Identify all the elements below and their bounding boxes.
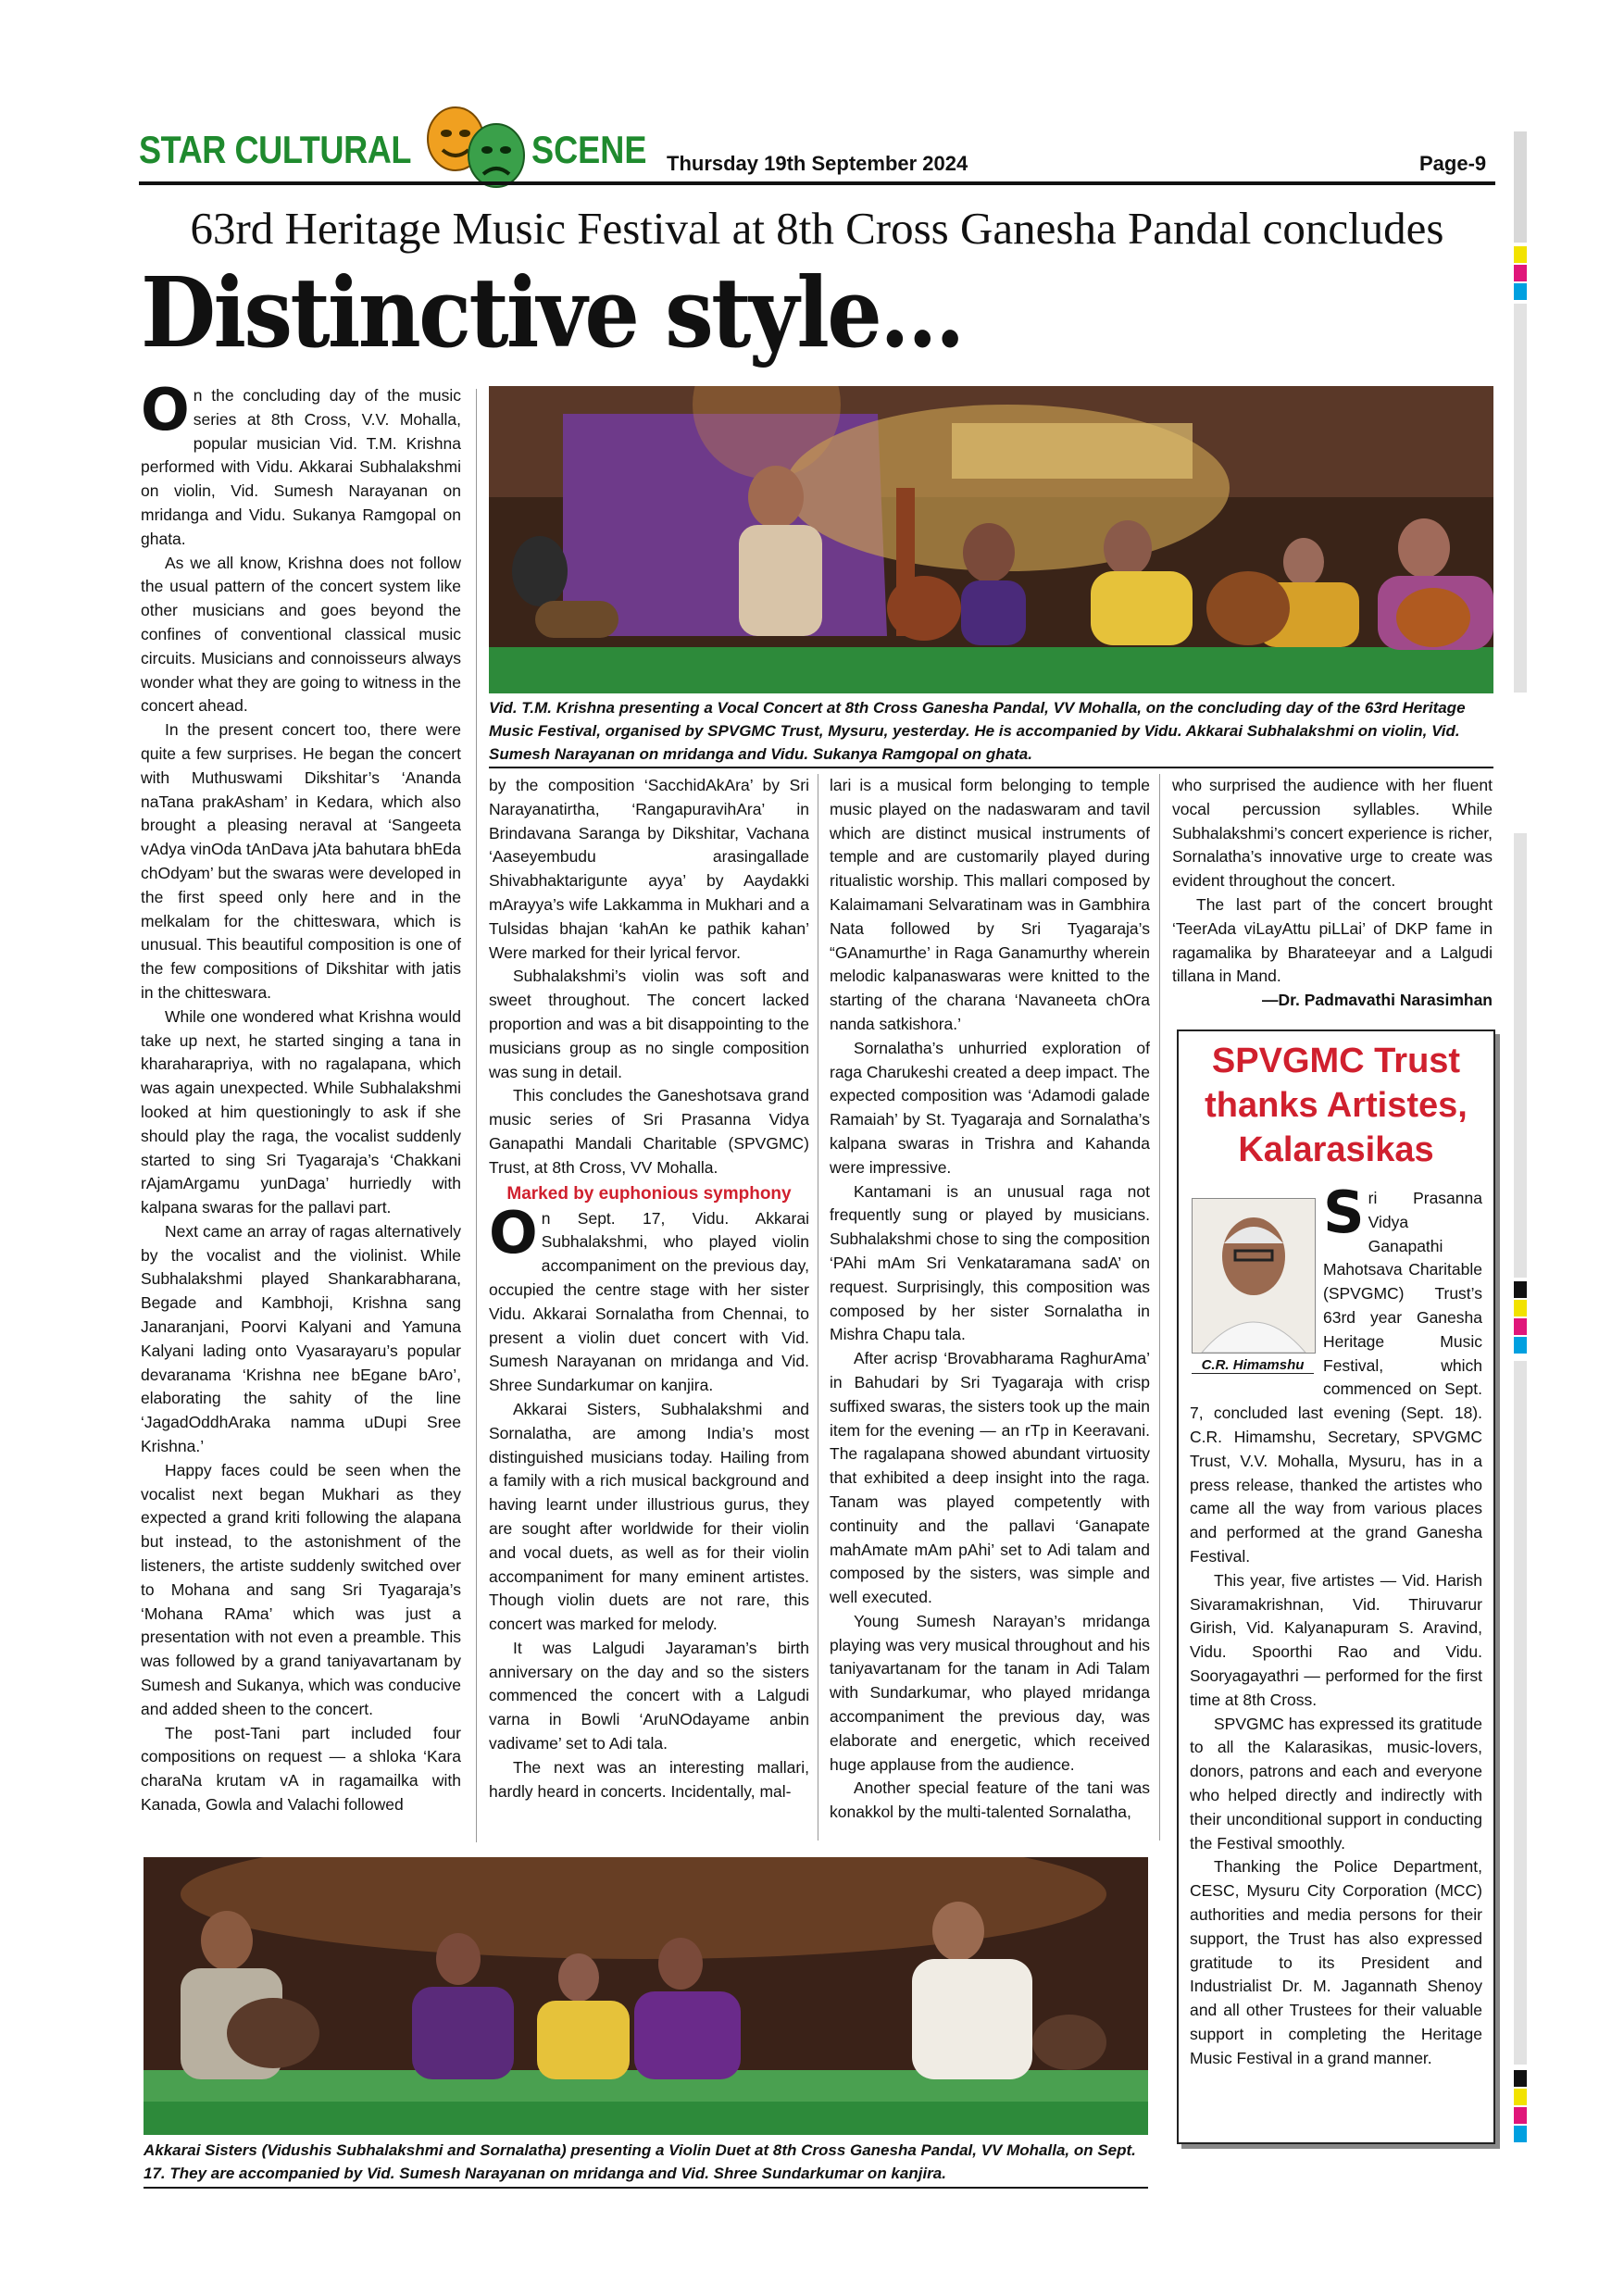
paragraph: Another special feature of the tani was konakkol by the multi-talented Sornalatha, — [830, 1778, 1150, 1822]
page-number: Page-9 — [1419, 152, 1487, 175]
sidebar-title: SPVGMC Trust thanks Artistes, Kalarasikas — [1205, 1042, 1468, 1169]
paragraph: SPVGMC has expressed its gratitude to all the Kalarasikas, music-lovers, donors, patrons and each and everyone who helped directly and indirectly with their unconditional support in conducting the Festival smoothly. — [1190, 1714, 1482, 1853]
registration-mark — [1514, 1300, 1527, 1316]
registration-strip — [1514, 833, 1527, 1278]
photo-caption: Vid. T.M. Krishna presenting a Vocal Concert at 8th Cross Ganesha Pandal, VV Mohalla, on the concluding day of the 63rd Heritage Music Festival, organised by SPVGMC Trust, Mysuru, yesterday. He is accompanied by Vidu. Akkarai Subhalakshmi on violin, Vid. Sumesh Narayanan on mridanga and Vidu. Sukanya Ramgopal on ghata. — [489, 699, 1466, 763]
registration-mark — [1514, 265, 1527, 281]
registration-mark — [1514, 283, 1527, 300]
photo-caption: Akkarai Sisters (Vidushis Subhalakshmi and Sornalatha) presenting a Violin Duet at 8th Cross Ganesha Pandal, VV Mohalla, on Sept. 17. They are accompanied by Vid. Sumesh Narayanan on mridanga and Vid. Shree Sundarkumar on kanjira. — [144, 2141, 1136, 2182]
registration-mark — [1514, 246, 1527, 263]
paragraph: Young Sumesh Narayan’s mridanga playing was very musical throughout and his taniyavartanam for the tanam in Adi Talam with Sundarkumar, who played mridanga accompaniment the previous day, was elaborate and energetic, which received huge applause from the audience. — [830, 1611, 1150, 1774]
paragraph: This year, five artistes — Vid. Harish Sivaramakrishnan, Vid. Thiruvarur Girish, Vid. Kalyanapuram S. Aravind, Vidu. Spoorthi Rao and Vidu. Sooryagayathri — performed for the first time at 8th Cross. — [1190, 1570, 1482, 1709]
masthead-title-left: STAR CULTURAL — [139, 128, 412, 171]
article-author: —Dr. Padmavathi Narasimhan — [1262, 991, 1493, 1010]
sidebar-text — [1190, 1179, 1482, 2070]
drop-cap: S — [1323, 1179, 1365, 1246]
registration-mark — [1514, 2107, 1527, 2124]
article-column-3 — [830, 774, 1150, 1825]
paragraph: Next came an array of ragas alternatively by the vocalist and the violinist. While Subhalakshmi played Shankarabharana, Begade and Kambhoji, Krishna sang Janaranjani, Poorvi Kalyani and Yamuna Kalyani lading onto Vyasarayaru’s popular devaranama ‘Krishna nee bEgane bAro’, elaborating the sahity of the line ‘JagadOddhAraka namma uDupi Sree Krishna.’ — [141, 1221, 461, 1456]
paragraph: Subhalakshmi’s violin was soft and sweet throughout. The concert lacked proportion and was a bit disappointing to the musicians group as no single composition was sung in detail. — [489, 967, 809, 1081]
paragraph: The next was an interesting mallari, hardly heard in concerts. Incidentally, mal- — [489, 1757, 809, 1801]
registration-strip — [1514, 1361, 1527, 2065]
paragraph: The post-Tani part included four compositions on request — a shloka ‘Kara charaNa krutam vA in ragamailka with Kanada, Gowla and Valachi followed — [141, 1723, 461, 1815]
paragraph: The last part of the concert brought ‘TeerAda viLayAttu piLLai’ of DKP fame in ragamalika by Bharateeyar and a Lalgudi tillana in Mand. — [1172, 894, 1493, 986]
registration-mark — [1514, 1337, 1527, 1354]
paragraph: ri Prasanna Vidya Ganapathi Mahotsava Charitable (SPVGMC) Trust’s 63rd year Ganesha Heritage Music Festival, which commenced on Sept. 7, concluded last evening (Sept. 18). C.R. Himamshu, Secretary, SPVGMC Trust, V.V. Mohalla, Mysuru, has in a press release, thanked the artistes who came all the way from various places and performed at the grand Ganesha Festival. — [1190, 1189, 1482, 1566]
paragraph: As we all know, Krishna does not follow the usual pattern of the concert system like other musicians and goes beyond the confines of conventional classical music circuits. Musicians and connoisseurs always wonder what they are going to witness in the concert ahead. — [141, 553, 461, 716]
portrait-spacer — [1190, 1187, 1323, 1389]
paragraph: This concludes the Ganeshotsava grand music series of Sri Prasanna Vidya Ganapathi Mandali Charitable (SPVGMC) Trust, at 8th Cross, VV Mohalla. — [489, 1086, 809, 1177]
registration-mark — [1514, 1318, 1527, 1335]
portrait-caption: C.R. Himamshu — [1192, 1357, 1314, 1374]
caption-rule — [489, 767, 1493, 768]
article-column-1 — [141, 376, 461, 1817]
article-column-2 — [489, 774, 809, 1803]
paragraph: Kantamani is an unusual raga not frequently sung or played by musicians. Subhalakshmi chose to sing the composition ‘PAhi mAm Sri Venkataramana sadA’ on request. Surprisingly, this composition was composed by her sister Sornalatha in Mishra Chapu tala. — [830, 1181, 1150, 1344]
photo-vocal-concert — [489, 386, 1493, 693]
paragraph: who surprised the audience with her fluent vocal percussion syllables. While Subhalakshmi’s concert experience is richer, Sornalatha’s innovative urge to create was evident throughout the concert. — [1172, 776, 1493, 891]
caption-rule — [144, 2187, 1148, 2189]
column-rule — [1159, 774, 1160, 1841]
masthead-title-right: SCENE — [531, 128, 647, 171]
drop-cap: O — [141, 376, 190, 443]
article-kicker: 63rd Heritage Music Festival at 8th Cross Ganesha Pandal concludes — [190, 203, 1444, 254]
column-rule — [476, 389, 477, 1842]
paragraph: n the concluding day of the music series at 8th Cross, V.V. Mohalla, popular musician Vid. T.M. Krishna performed with Vidu. Akkarai Subhalakshmi on violin, Vid. Sumesh Narayanan on mridanga and Vidu. Sukanya Ramgopal on ghata. — [141, 386, 461, 548]
registration-mark — [1514, 2126, 1527, 2142]
drop-cap: O — [489, 1198, 538, 1267]
article-column-4 — [1172, 774, 1493, 1013]
registration-strip — [1514, 304, 1527, 693]
paragraph: n Sept. 17, Vidu. Akkarai Subhalakshmi, who played violin accompaniment on the previous day, occupied the centre stage with her sister Vidu. Akkarai Sornalatha from Chennai, to present a violin duet concert with Vid. Sumesh Narayanan on mridanga and Vid. Shree Sundarkumar on kanjira. — [489, 1208, 809, 1395]
paragraph: While one wondered what Krishna would take up next, he started singing a tana in kharaharapriya, with no ragalapana, which was again unexpected. While Subhalakshmi looked at him questioningly to ask if she should play the raga, the vocalist suddenly started to sing Sri Tyagaraja’s ‘Chakkani rAjamArgamu yunDaga’ hurriedly with kalpana swaras for the pallavi part. — [141, 1006, 461, 1217]
article-headline: Distinctive style... — [141, 256, 963, 369]
registration-mark — [1514, 2070, 1527, 2087]
photo-violin-duet — [144, 1857, 1148, 2135]
registration-strip — [1514, 131, 1527, 243]
registration-mark — [1514, 2089, 1527, 2105]
paragraph: Happy faces could be seen when the vocalist next began Mukhari as they expected a grand kriti following the alapana but instead, to the astonishment of the listeners, the artiste suddenly switched over to Mohana and sang Sri Tyagaraja’s ‘Mohana RAma’ which was just a presentation with not even a preamble. This was followed by a grand taniyavartanam by Sumesh and Sukanya, which was conducive and added sheen to the concert. — [141, 1460, 461, 1718]
paragraph: lari is a musical form belonging to temple music played on the nadaswaram and tavil which are distinct musical instruments of temple and are customarily played during ritualistic worship. This mallari composed by Kalaimamani Selvaratinam was in Gambhira Nata followed by Sri Tyagaraja’s “GAnamurthe’ in Raga Ganamurthy wherein melodic kalpanaswaras were knitted to the starting of the charana ‘Navaneeta chOra nanda satkishora.’ — [830, 776, 1150, 1033]
section-subhead: Marked by euphonious symphony — [506, 1183, 792, 1204]
masthead-rule — [139, 181, 1495, 185]
paragraph: It was Lalgudi Jayaraman’s birth anniversary on the day and so the sisters commenced the concert with a Lalgudi varna in Bowli ‘AruNOdayame anbin vadivame’ set to Adi tala. — [489, 1638, 809, 1753]
paragraph: In the present concert too, there were quite a few surprises. He began the concert with Muthuswami Dikshitar’s ‘Ananda naTana prakAsham’ in Kedara, which also brought a pleasing neraval at ‘Sangeeta vAdya vinOda tAnDava jAta bahutara bhEda chOdyam’ but the swaras were developed in the first speed only here and in the melkalam for the chitteswara, which is unusual. This beautiful composition is one of the few compositions of Dikshitar with jatis in the chitteswara. — [141, 720, 461, 1002]
paragraph: Sornalatha’s unhurried exploration of raga Charukeshi created a deep impact. The expected composition was ‘Adamodi galade Ramaiah’ by St. Tyagaraja and Sornalatha’s kalpana swaras in Trishra and Kahanda were impressive. — [830, 1038, 1150, 1177]
issue-date: Thursday 19th September 2024 — [667, 152, 968, 175]
paragraph: by the composition ‘SacchidAkAra’ by Sri Narayanatirtha, ‘RangapuravihAra’ in Brindavana Saranga by Dikshitar, Vachana ‘Aaseyembudu arasingallade Shivabhaktarigunte ayya’ by Aaydakki mArayya’s wife Lakkamma in Mukhari and a Tulsidas bhajan ‘kahAn ke pathik kahan’ Were marked for their lyrical fervor. — [489, 776, 809, 962]
registration-mark — [1514, 1281, 1527, 1298]
sidebar-box — [1177, 1029, 1495, 2144]
paragraph: Thanking the Police Department, CESC, Mysuru City Corporation (MCC) authorities and media persons for their support, the Trust has also expressed gratitude to its President and Industrialist Dr. M. Jagannath Shenoy and all other Trustees for their valuable support in completing the Heritage Music Festival in a grand manner. — [1190, 1857, 1482, 2067]
paragraph: Akkarai Sisters, Subhalakshmi and Sornalatha, are among India’s most distinguished musicians today. Hailing from a family with a rich musical background and having learnt under illustrious gurus, they are sought after worldwide for their violin and vocal duets, as well as for their violin accompaniment for many eminent artistes. Though violin duets are not rare, this concert was marked for melody. — [489, 1399, 809, 1634]
paragraph: After acrisp ‘Brovabharama RaghurAma’ in Bahudari by Sri Tyagaraja with crisp suffixed swaras, the sisters took up the main item for the evening — an rTp in Keeravani. The ragalapana showed abundant virtuosity that exhibited a deep insight into the raga. Tanam was played competently with continuity and the pallavi ‘Ganapate mahAmate mAm pAhi’ set to Adi talam and composed by the sisters, was simple and well executed. — [830, 1349, 1150, 1607]
